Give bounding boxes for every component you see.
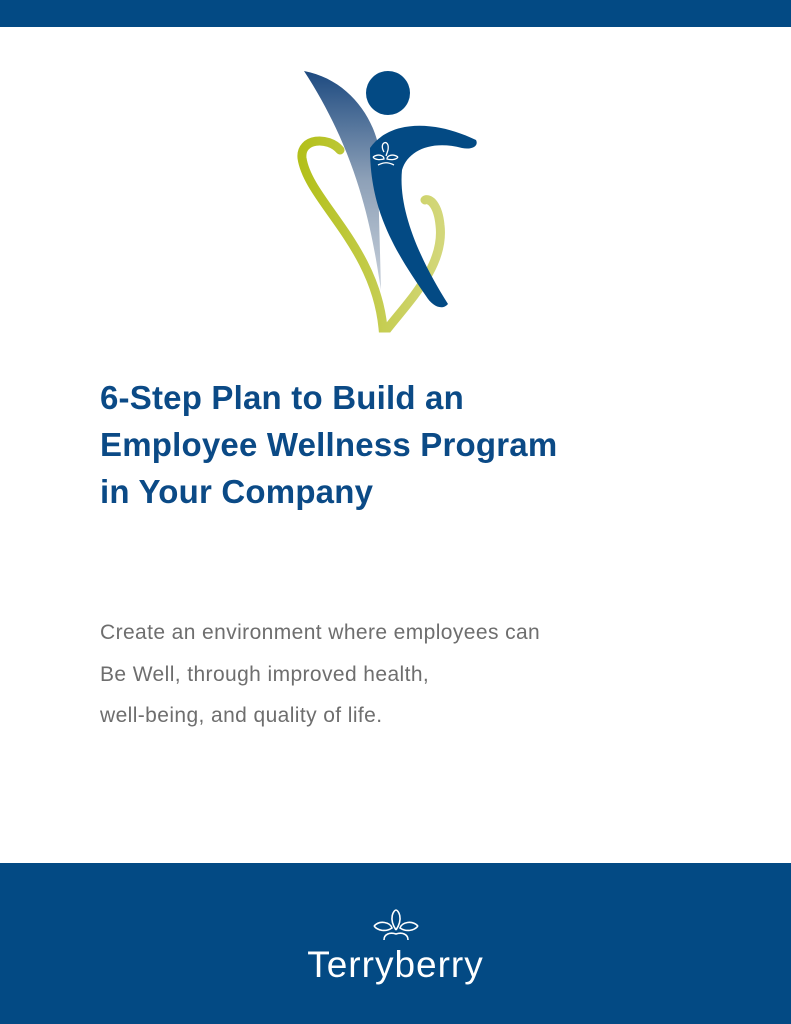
- title-line: in Your Company: [100, 473, 374, 510]
- subtitle-line: Create an environment where employees can: [100, 621, 541, 644]
- top-bar: [0, 0, 791, 27]
- crown-icon: [370, 908, 422, 944]
- subtitle-line: Be Well, through improved health,: [100, 662, 430, 686]
- subtitle-line: well-being, and quality of life.: [100, 704, 383, 727]
- title-line: Employee Wellness Program: [100, 426, 558, 463]
- wellness-figure-logo: [280, 60, 500, 350]
- brand-wordmark: Terryberry: [307, 944, 484, 985]
- page-title: [100, 374, 740, 515]
- subtitle: [100, 612, 760, 737]
- title-line: 6-Step Plan to Build an: [100, 379, 464, 416]
